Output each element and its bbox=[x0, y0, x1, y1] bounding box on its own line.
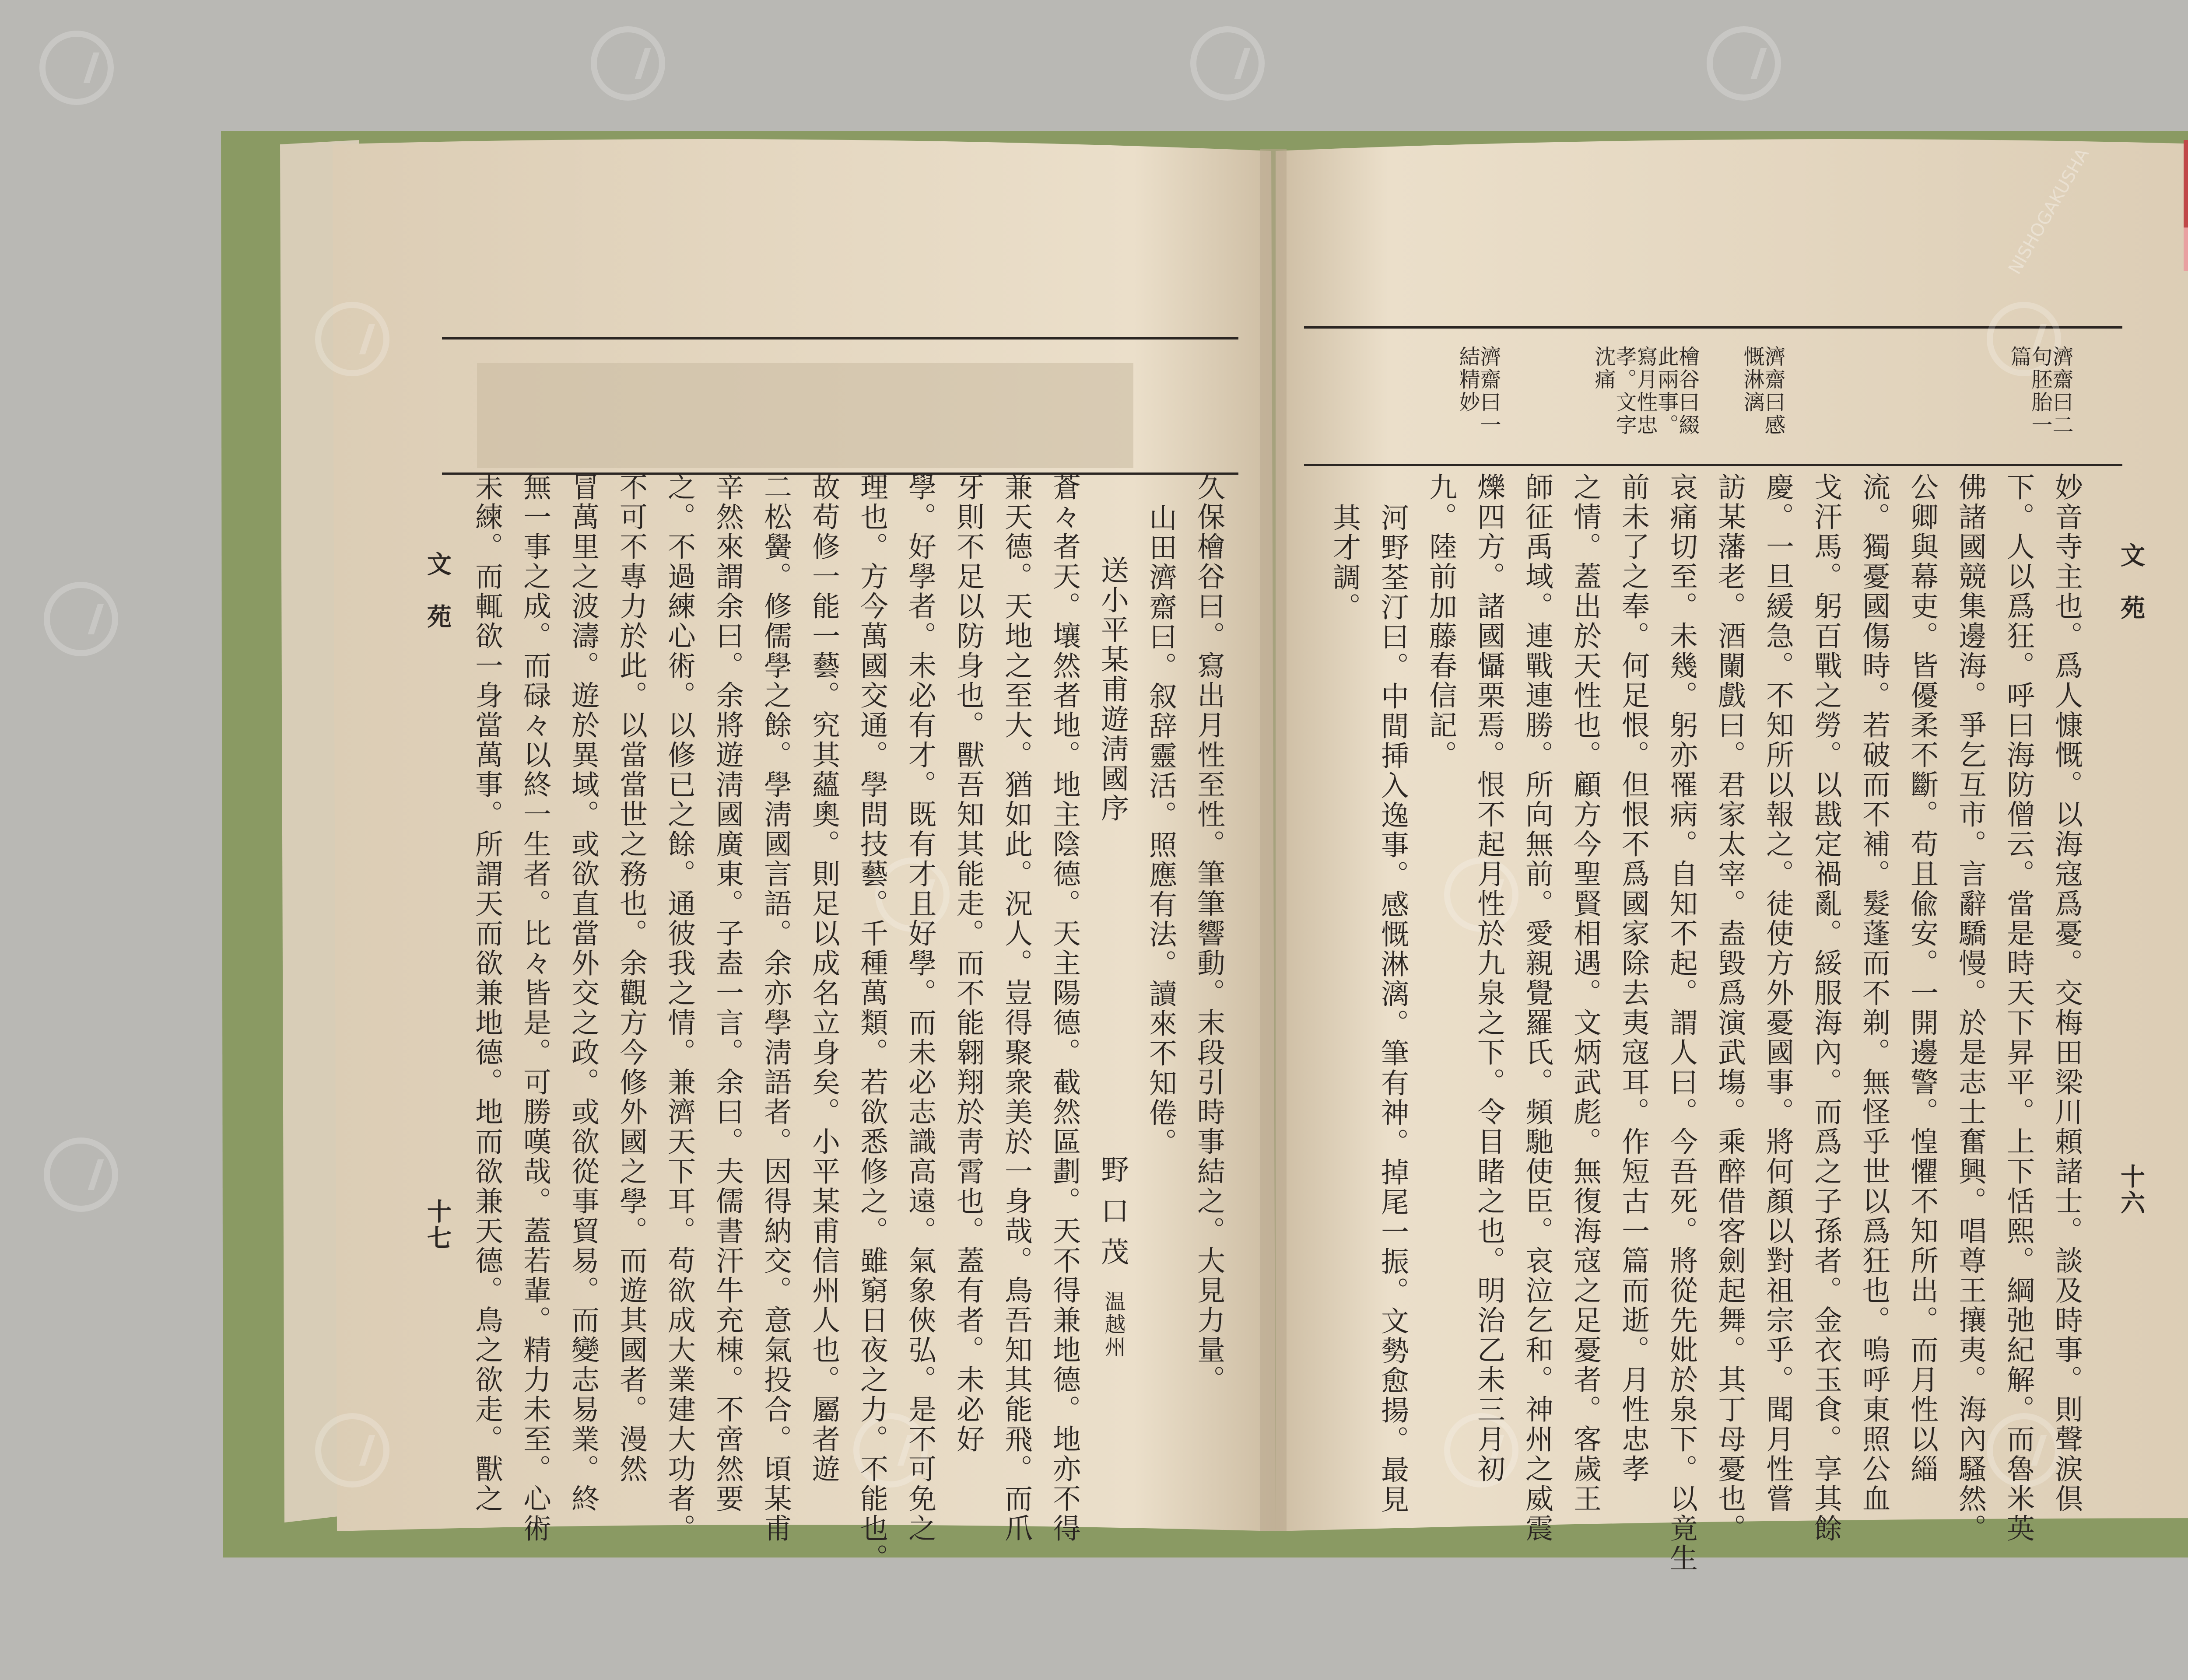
left-column-16: 未練。而輒欲一身當萬事。所謂天而欲兼地德。地而欲兼天德。鳥之欲走。獸之 bbox=[470, 472, 503, 1514]
left-top-rule bbox=[442, 337, 1238, 340]
right-column-7: 慶。一旦緩急。不知所以報之。徒使方外憂國事。將何顏以對祖宗乎。聞月性嘗 bbox=[1761, 472, 1794, 1514]
watermark-logo bbox=[315, 1413, 389, 1488]
right-column-5: 流。獨憂國傷時。若破而不補。髮蓬而不剃。無怪乎世以爲狂也。嗚呼東照公血 bbox=[1858, 472, 1890, 1514]
watermark-logo bbox=[591, 26, 665, 101]
left-column-11: 辛然來謂余曰。余將遊淸國廣東。子盍一言。余曰。夫儒書汗牛充棟。不啻然要 bbox=[711, 472, 743, 1514]
left-column-8: 理也。方今萬國交通。學問技藝。千種萬類。若欲悉修之。雖窮日夜之力。不能也。 bbox=[856, 472, 888, 1573]
right-note-2: 濟齋曰感慨淋漓 bbox=[1740, 346, 1785, 437]
right-note-4: 濟齋曰一結精妙 bbox=[1455, 346, 1501, 437]
left-column-10: 二松黌。修儒學之餘。學淸國言語。余亦學淸語者。因得納交。意氣投合。頃某甫 bbox=[759, 472, 792, 1544]
left-column-15: 無一事之成。而碌々以終一生者。比々皆是。可勝嘆哉。蓋若輩。精力未至。心術 bbox=[519, 472, 551, 1544]
left-author-origin: 温越州 bbox=[1101, 1291, 1126, 1359]
watermark-logo bbox=[44, 1138, 118, 1212]
right-column-11: 之情。蓋出於天性也。顧方今聖賢相遇。文炳武彪。無復海寇之足憂者。客歲王 bbox=[1569, 472, 1601, 1514]
right-page-number: 十六 bbox=[2117, 1164, 2146, 1216]
left-column-4: 蒼々者天。壤然者地。地主陰德。天主陽德。截然區劃。天不得兼地德。地亦不得 bbox=[1048, 472, 1080, 1544]
watermark-logo bbox=[39, 31, 114, 105]
watermark-logo bbox=[1707, 26, 1781, 101]
left-column-2: 山田濟齋曰。叙辞靈活。照應有法。讀來不知倦。 bbox=[1144, 503, 1177, 1158]
gutter-shadow bbox=[1260, 149, 1287, 1531]
right-column-10: 前未了之奉。何足恨。但恨不爲國家除去夷寇耳。作短古一篇而逝。月性忠孝 bbox=[1617, 472, 1649, 1484]
right-column-1: 妙音寺主也。爲人慷慨。以海寇爲憂。交梅田梁川頼諸士。談及時事。則聲涙倶 bbox=[2050, 472, 2083, 1514]
left-bottom-rule bbox=[442, 472, 1238, 475]
right-running-head: 文 苑 bbox=[2117, 542, 2146, 621]
left-page-number: 十七 bbox=[423, 1199, 452, 1251]
right-note-3: 檜谷曰綴此兩事。寫月性忠孝。文字沈痛 bbox=[1591, 346, 1700, 437]
right-column-3: 佛諸國競集邊海。爭乞互市。言辭驕慢。於是志士奮興。唱尊王攘夷。海內騷然。 bbox=[1954, 472, 1986, 1544]
left-column-14: 冒萬里之波濤。遊於異域。或欲直當外交之政。或欲從事貿易。而變志易業。終 bbox=[567, 472, 599, 1514]
right-column-16: 其才調。 bbox=[1328, 503, 1360, 622]
right-column-8: 訪某藩老。酒闌戲曰。君家太宰。盍毀爲演武塲。乘醉借客劍起舞。其丁母憂也。 bbox=[1713, 472, 1746, 1544]
left-column-7: 學。好學者。未必有才。既有才且好學。而未必志識高遠。氣象俠弘。是不可免之 bbox=[904, 472, 936, 1544]
left-column-9: 故苟修一能一藝。究其蘊奧。則足以成名立身矣。小平某甫信州人也。屬者遊 bbox=[807, 472, 840, 1484]
watermark-logo bbox=[1190, 26, 1265, 101]
left-column-12: 之。不過練心術。以修已之餘。通彼我之情。兼濟天下耳。苟欲成大業建大功者。 bbox=[663, 472, 695, 1544]
left-column-6: 牙則不足以防身也。獸吾知其能走。而不能翱翔於靑霄也。蓋有者。未必好 bbox=[952, 472, 984, 1454]
bookmark-strip-2 bbox=[2184, 228, 2188, 271]
left-column-13: 不可不專力於此。以當當世之務也。余觀方今修外國之學。而遊其國者。漫然 bbox=[615, 472, 647, 1484]
right-column-2: 下。人以爲狂。呼曰海防僧云。當是時天下昇平。上下恬熙。綱弛紀解。而魯米英 bbox=[2002, 472, 2034, 1544]
right-bottom-rule bbox=[1304, 464, 2122, 466]
watermark-logo bbox=[315, 302, 389, 376]
right-column-14: 九。陸前加藤春信記。 bbox=[1424, 472, 1457, 770]
right-column-4: 公卿與幕吏。皆優柔不斷。苟且偸安。一開邊警。惶懼不知所出。而月性以緇 bbox=[1906, 472, 1938, 1484]
left-column-1: 久保檜谷曰。寫出月性至性。筆筆響動。末段引時事結之。大見力量。 bbox=[1192, 472, 1225, 1395]
right-column-15: 河野荃汀曰。中間挿入逸事。感慨淋漓。筆有神。掉尾一振。文勢愈揚。最見 bbox=[1376, 503, 1409, 1515]
bleed-through-heading bbox=[477, 363, 1133, 468]
right-column-6: 戈汗馬。躬百戰之勞。以戡定禍亂。綏服海內。而爲之子孫者。金衣玉食。享其餘 bbox=[1809, 472, 1842, 1544]
right-column-9: 哀痛切至。未幾。躬亦罹病。自知不起。謂人曰。今吾死。將從先妣於泉下。以竟生 bbox=[1665, 472, 1697, 1573]
watermark-logo bbox=[44, 582, 118, 656]
watermark-text: NISHOGAKUSHA bbox=[2005, 145, 2093, 278]
left-author-name: 野口茂 bbox=[1096, 1155, 1129, 1278]
right-column-12: 師征禹域。連戰連勝。所向無前。愛親覺羅氏。頻馳使臣。哀泣乞和。神州之威震 bbox=[1521, 472, 1553, 1544]
left-running-head: 文 苑 bbox=[423, 551, 452, 630]
left-column-3: 送小平某甫遊淸國序 bbox=[1096, 556, 1129, 823]
right-note-1: 濟齋曰二句胚胎一篇 bbox=[2007, 346, 2073, 437]
right-column-13: 爍四方。諸國懾栗焉。恨不起月性於九泉之下。令目睹之也。明治乙未三月初 bbox=[1473, 472, 1505, 1484]
left-column-5: 兼天德。天地之至大。猶如此。況人。豈得聚衆美於一身哉。鳥吾知其能飛。而爪 bbox=[1000, 472, 1032, 1544]
